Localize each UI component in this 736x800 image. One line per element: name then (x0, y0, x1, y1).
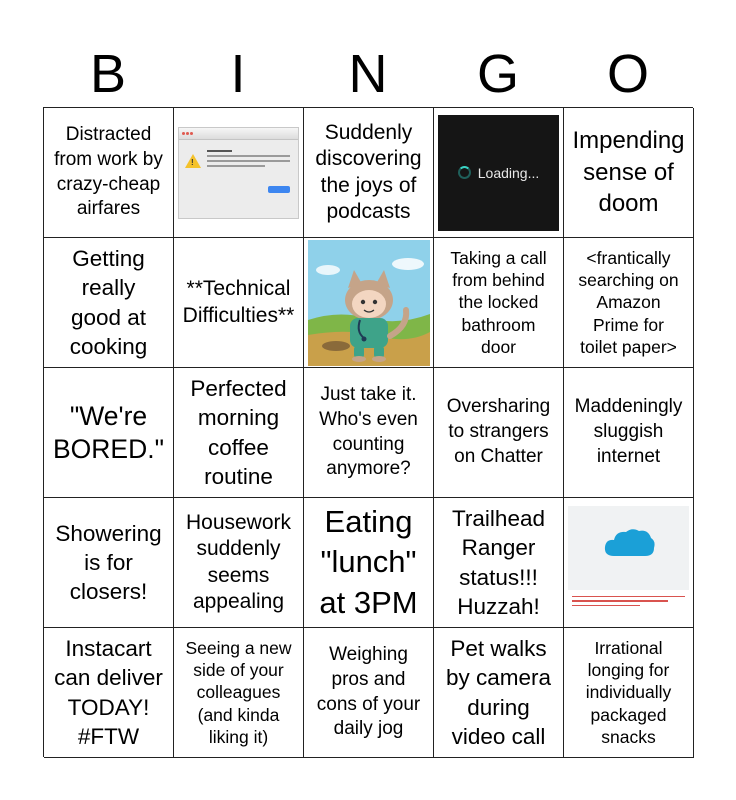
bingo-cell[interactable] (434, 628, 564, 758)
bingo-cell[interactable] (174, 368, 304, 498)
cell-text: Instacart can deliver TODAY! #FTW (54, 636, 163, 749)
cell-text: Maddeningly sluggish internet (574, 396, 683, 467)
header-letter-b: B (89, 44, 127, 104)
cell-text: Housework suddenly seems appealing (185, 511, 292, 613)
cell-text: "We're BORED." (52, 400, 164, 464)
bingo-cell-loading-image[interactable] (434, 108, 564, 238)
salesforce-cloud-icon (602, 526, 656, 560)
bingo-cell[interactable] (44, 628, 174, 758)
cell-text: Irrational longing for individually packaged snacks (585, 638, 672, 747)
cell-text: Showering is for closers! (55, 520, 162, 605)
bingo-cell[interactable] (174, 238, 304, 368)
cell-text: Weighing pros and cons of your daily jog (316, 644, 421, 740)
bingo-cell[interactable] (564, 238, 694, 368)
bingo-cell[interactable] (434, 498, 564, 628)
cell-text: Eating "lunch" at 3PM (319, 504, 418, 620)
header-letter-o: O (606, 44, 649, 104)
bingo-cell-vpn-image[interactable] (174, 108, 304, 238)
bingo-cell[interactable] (44, 238, 174, 368)
bingo-cell[interactable] (174, 628, 304, 758)
cell-text: Just take it. Who's even counting anymore? (319, 384, 418, 480)
header-letter-g: G (476, 44, 519, 104)
bingo-cell[interactable] (304, 628, 434, 758)
header-letter-i: I (230, 44, 246, 104)
spinner-icon (458, 166, 471, 179)
loading-screenshot (438, 115, 559, 231)
cell-text: Perfected morning coffee routine (190, 376, 287, 489)
cell-text: Distracted from work by crazy-cheap airfares (54, 124, 163, 220)
bingo-cell[interactable] (304, 368, 434, 498)
cell-text: **Technical Difficulties** (182, 277, 295, 327)
salesforce-login-screenshot (568, 506, 689, 620)
bingo-cell[interactable] (304, 498, 434, 628)
cell-text: Suddenly discovering the joys of podcasts (315, 121, 422, 223)
bingo-cell[interactable] (44, 498, 174, 628)
bingo-cell[interactable] (434, 368, 564, 498)
cell-text: Trailhead Ranger status!!! Huzzah! (452, 506, 545, 619)
dialog-titlebar (179, 128, 298, 140)
bingo-cell-salesforce-image[interactable] (564, 498, 694, 628)
bingo-cell[interactable] (174, 498, 304, 628)
cell-text: Taking a call from behind the locked bathroom door (450, 248, 547, 357)
warning-exclamation-icon: ! (191, 157, 194, 167)
cell-text: Seeing a new side of your colleagues (and kinda liking it) (185, 638, 292, 747)
cell-text: Impending sense of doom (572, 126, 685, 218)
loading-label: Loading... (477, 164, 540, 181)
bingo-card-grid (43, 107, 693, 757)
dialog-ok-button (268, 186, 290, 193)
cell-text: Pet walks by camera during video call (445, 636, 552, 749)
bingo-cell[interactable] (564, 628, 694, 758)
bingo-cell-free-space[interactable] (304, 238, 434, 368)
bingo-cell[interactable] (564, 108, 694, 238)
cell-text: <frantically searching on Amazon Prime for toilet paper> (578, 248, 679, 357)
bingo-cell[interactable] (434, 238, 564, 368)
bingo-cell[interactable] (44, 108, 174, 238)
bingo-cell[interactable] (44, 368, 174, 498)
cell-text: Getting really good at cooking (69, 246, 148, 359)
login-error-message (572, 596, 685, 610)
cell-text: Oversharing to strangers on Chatter (446, 396, 551, 467)
vpn-dialog-screenshot (178, 127, 299, 219)
bingo-header (43, 42, 693, 106)
dialog-message-lines (207, 150, 290, 170)
window-controls-icon (182, 131, 194, 136)
bingo-cell[interactable] (564, 368, 694, 498)
astro-character-icon (308, 240, 430, 366)
bingo-cell[interactable] (304, 108, 434, 238)
header-letter-n: N (348, 44, 388, 104)
